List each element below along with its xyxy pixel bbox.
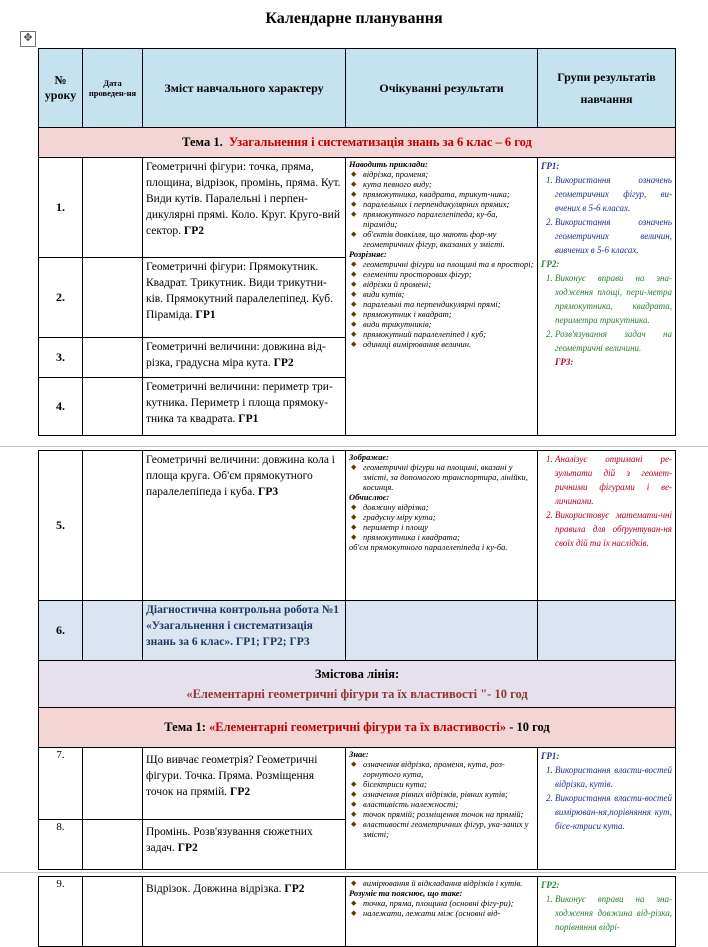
list-item: ◆ прямокутний паралелепіпед і куб; <box>363 329 534 339</box>
list-item: ◆ означення рівних відрізків, рівних кутів; <box>363 789 534 799</box>
lesson-content: Геометричні фігури: Прямокутник. Квадрат. Трикутник. Види трикутни-ків. Прямокутний паралелепіпед. Куб. Піраміда. ГР1 <box>143 258 346 338</box>
list-item: ◆ означення відрізка, променя, кута, роз-горнутого кута, <box>363 759 534 779</box>
result-groups-cell <box>538 451 676 601</box>
list-item: 1. Використання власти-востей відрізка, кутів. <box>555 763 672 791</box>
list-item: 1. Використання означень геометричних фігур, ви-вчених в 5-6 класах. <box>555 173 672 215</box>
table-move-handle-icon[interactable]: ✥ <box>20 31 36 47</box>
expected-results-cell <box>346 877 538 947</box>
lesson-content: Геометричні величини: периметр три-кутника. Периметр і площа прямоку-тника та квадрата. ГР1 <box>143 378 346 436</box>
lesson-number: 7. <box>39 748 83 820</box>
expected-results-cell <box>346 748 538 870</box>
list-item: ◆ відрізки й промені; <box>363 279 534 289</box>
lesson-number: 8. <box>39 820 83 870</box>
list-item: ◆ геометричні фігури на площині, вказані у змісті, за допомогою транспортира, лінійки, косинця. <box>363 462 534 492</box>
topic-suffix: - 10 год <box>509 720 550 734</box>
list-item: ◆ кута певного виду; <box>363 179 534 189</box>
group-label: ГР2: <box>541 880 560 890</box>
col-header-content: Зміст навчального характеру <box>143 49 346 128</box>
lesson-content: Промінь. Розв'язування сюжетних задач. ГР2 <box>143 820 346 870</box>
lesson-date-cell <box>83 378 143 436</box>
lesson-date-cell <box>83 451 143 601</box>
list-item: ◆ елементи просторових фігур; <box>363 269 534 279</box>
page-break <box>0 446 708 447</box>
topic-name: Узагальнення і систематизація знань за 6 клас – 6 год <box>228 135 532 149</box>
list-item: ◆ точка, пряма, площина (основні фігу-ри); <box>363 898 534 908</box>
list-item: ◆ прямокутник і квадрат; <box>363 309 534 319</box>
results-label: Розрізняє: <box>349 249 387 259</box>
lesson-date-cell <box>83 748 143 820</box>
result-groups-cell <box>538 158 676 436</box>
list-item: 2. Використання означень геометричних величин, вивчених в 5-6 класах. <box>555 215 672 257</box>
list-item: 2. Розв'язування задач на геометричні величини. <box>555 327 672 355</box>
lesson-content: Що вивчає геометрія? Геометричні фігури. Точка. Пряма. Розміщення точок на прямій. ГР2 <box>143 748 346 820</box>
expected-results-cell <box>346 158 538 436</box>
lesson-content: Геометричні величини: довжина кола і площа круга. Об'єм прямокутного паралелепіпеда і куба. ГР3 <box>143 451 346 601</box>
list-item: ◆ паралельні та перпендикулярні прямі; <box>363 299 534 309</box>
list-item: ◆ одиниці вимірювання величин. <box>363 339 534 349</box>
lesson-number: 9. <box>39 877 83 947</box>
results-label: Обчислює: <box>349 492 390 502</box>
lesson-number: 5. <box>39 451 83 601</box>
topic-row-1 <box>39 128 676 158</box>
lesson-date-cell <box>83 877 143 947</box>
lesson-date-cell <box>83 338 143 378</box>
topic-prefix: Тема 1: <box>164 720 206 734</box>
list-item: 1. Аналізує отримані ре-зультати дій з геомет-ричними фігурами і ве-личинами. <box>555 452 672 508</box>
results-label: Знає: <box>349 749 369 759</box>
list-item: ◆ властивості геометричних фігур, ука-заних у змісті; <box>363 819 534 839</box>
list-item: ◆ точок прямій; розміщення точок на прямій; <box>363 809 534 819</box>
lesson-number: 6. <box>39 601 83 661</box>
list-item: ◆ належати, лежати між (основні від- <box>363 908 534 918</box>
group-label: ГР1: <box>541 751 560 761</box>
results-text: об'єм прямокутного паралелепіпеда і ку-ба. <box>349 542 508 552</box>
lesson-content: Геометричні фігури: точка, пряма, площина, відрізок, промінь, пряма. Кут. Види кутів. Паралельні і перпен-дикулярні прямі. Коло. Круг. Круго-вий сектор. ГР2 <box>143 158 346 258</box>
lesson-content: Відрізок. Довжина відрізка. ГР2 <box>143 877 346 947</box>
content-line-label: Змістова лінія: <box>314 667 400 681</box>
page-break <box>0 872 708 873</box>
content-line-name: «Елементарні геометричні фігури та їх властивості "- 10 год <box>186 687 528 701</box>
expected-results-cell <box>346 601 538 661</box>
lesson-number: 2. <box>39 258 83 338</box>
results-label: Наводить приклади: <box>349 159 428 169</box>
results-label: Зображає: <box>349 452 389 462</box>
list-item: ◆ довжину відрізка; <box>363 502 534 512</box>
list-item: 1. Виконує вправи на зна-ходження довжина від-різка, порівняння відрі- <box>555 892 672 934</box>
result-groups-cell <box>538 877 676 947</box>
list-item: ◆ периметр і площу <box>363 522 534 532</box>
list-item: ◆ прямокутника і квадрата; <box>363 532 534 542</box>
result-groups-cell <box>538 748 676 870</box>
list-item: 2. Використання власти-востей вимірюван-ня,порівняння кут, бісе-ктриси кута. <box>555 791 672 833</box>
list-item: 1. Виконує вправи на зна-ходження площі, пери-метра прямокутника, квадрата, периметра трикутника. <box>555 271 672 327</box>
lesson-date-cell <box>83 158 143 258</box>
results-label: Розуміє та пояснює, що таке: <box>349 888 463 898</box>
lesson-date-cell <box>83 820 143 870</box>
lesson-date-cell <box>83 601 143 661</box>
lesson-content: Геометричні величини: довжина від-різка, градусна міра кута. ГР2 <box>143 338 346 378</box>
col-header-num: № уроку <box>39 49 83 128</box>
group-label: ГР2: <box>541 259 560 269</box>
lesson-date-cell <box>83 258 143 338</box>
content-line-row <box>39 661 676 708</box>
list-item: ◆ властивість належності; <box>363 799 534 809</box>
col-header-date: Дата проведен-ня <box>83 49 143 128</box>
plan-table-page1 <box>38 48 676 436</box>
col-header-groups: Групи результатів навчання <box>538 49 676 128</box>
list-item: 2. Використовує математи-чні правила для обґрунтуван-ня своїх дій та їх наслідків. <box>555 508 672 550</box>
list-item: ◆ види кутів; <box>363 289 534 299</box>
result-groups-cell <box>538 601 676 661</box>
topic-row-2 <box>39 708 676 748</box>
page-title: Календарне планування <box>265 10 443 27</box>
plan-table-page2 <box>38 450 676 870</box>
lesson-number: 3. <box>39 338 83 378</box>
group-label: ГР3: <box>555 357 574 367</box>
plan-table-page3 <box>38 876 676 947</box>
list-item: ◆ прямокутника, квадрата, трикут-ника; <box>363 189 534 199</box>
list-item: ◆ види трикутників; <box>363 319 534 329</box>
list-item: ◆ вимірювання й відкладання відрізків і кутів. <box>363 878 534 888</box>
list-item: ◆ бісектриси кута; <box>363 779 534 789</box>
list-item: ◆ об'єктів довкілля, що мають фор-му геометричних фігур, вказаних у змісті. <box>363 229 534 249</box>
list-item: ◆ паралельних і перпендикулярних прямих; <box>363 199 534 209</box>
lesson-number: 1. <box>39 158 83 258</box>
group-label: ГР1: <box>541 161 560 171</box>
expected-results-cell <box>346 451 538 601</box>
topic-prefix: Тема 1. <box>182 135 223 149</box>
list-item: ◆ градусну міру кута; <box>363 512 534 522</box>
lesson-content: Діагностична контрольна робота №1 «Узагальнення і систематизація знань за 6 клас». ГР1; ГР2; ГР3 <box>143 601 346 661</box>
lesson-number: 4. <box>39 378 83 436</box>
list-item: ◆ геометричні фігури на площині та в просторі; <box>363 259 534 269</box>
list-item: ◆ прямокутного паралелепіпеда, ку-ба, піраміди; <box>363 209 534 229</box>
col-header-results: Очікуванні результати <box>346 49 538 128</box>
list-item: ◆ відрізка, променя; <box>363 169 534 179</box>
topic-name: «Елементарні геометричні фігури та їх властивості» <box>209 720 507 734</box>
